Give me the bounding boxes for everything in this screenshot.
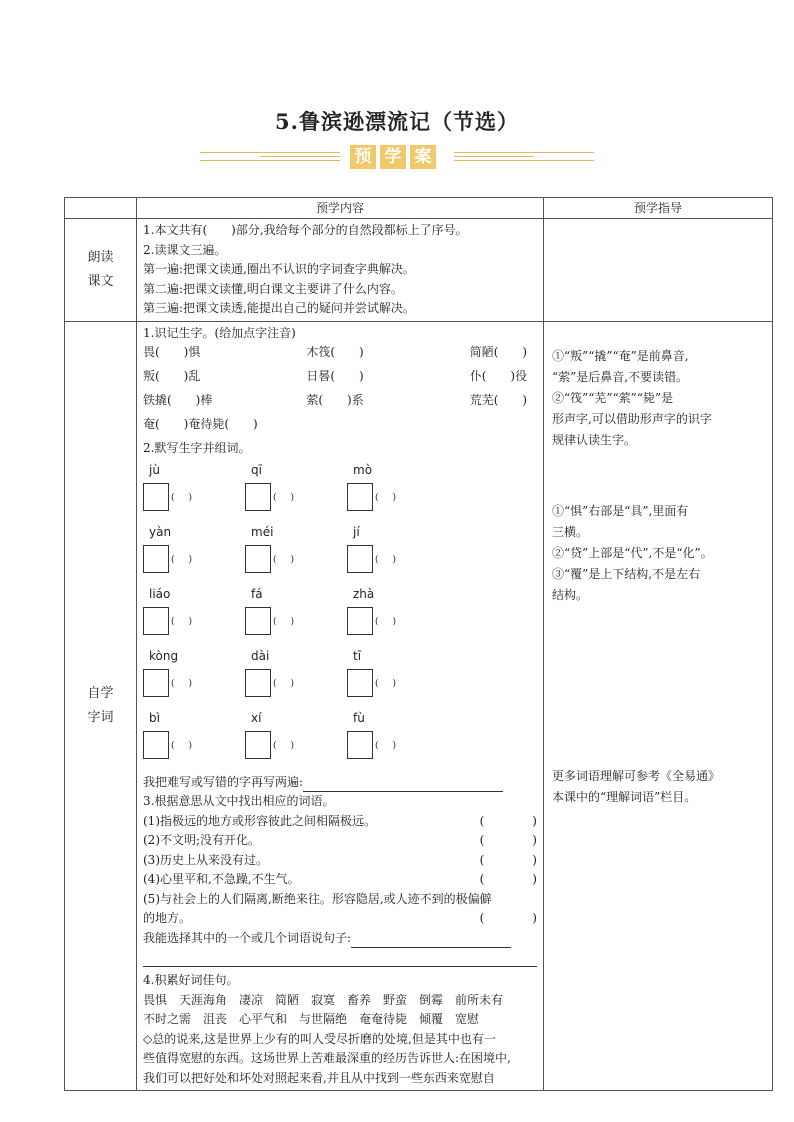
pinyin-cell xyxy=(245,709,347,771)
rewrite-line[interactable] xyxy=(303,777,503,792)
pinyin-label: bì xyxy=(149,710,160,725)
word-paren[interactable]: () xyxy=(171,616,207,627)
word-paren[interactable]: () xyxy=(375,554,411,565)
reading-line: 1.本文共有( )部分,我给每个部分的自然段都标上了序号。 xyxy=(143,223,468,237)
pinyin-label: qī xyxy=(251,462,262,477)
reading-line: 第一遍:把课文读通,圈出不认识的字词查字典解决。 xyxy=(143,262,415,276)
q3-sentence-label: 我能选择其中的一个或几个词语说句子: xyxy=(143,930,352,945)
q1-item: 木筏( ) xyxy=(306,345,364,359)
char-writing-box[interactable] xyxy=(347,731,373,759)
pinyin-cell xyxy=(245,461,347,523)
word-paren[interactable]: () xyxy=(273,740,309,751)
pinyin-cell xyxy=(347,461,449,523)
pinyin-label: kòng xyxy=(149,648,179,663)
word-paren[interactable]: () xyxy=(171,554,207,565)
pinyin-cell xyxy=(245,585,347,647)
q1-item: 铁撬( )棒 xyxy=(143,393,213,407)
page-title: 5.鲁滨逊漂流记（节选） xyxy=(275,109,519,134)
word-paren[interactable]: () xyxy=(375,616,411,627)
reading-line: 第二遍:把课文读懂,明白课文主要讲了什么内容。 xyxy=(143,281,403,296)
word-paren[interactable]: () xyxy=(375,492,411,503)
pinyin-label: jù xyxy=(149,462,160,477)
pinyin-cell xyxy=(347,709,449,771)
q1-title: 1.识记生字。(给加点字注音) xyxy=(143,325,296,340)
guide-vocabulary: 更多词语理解可参考《全易通》 本课中的“理解词语”栏目。 xyxy=(552,768,721,804)
word-paren[interactable]: () xyxy=(375,678,411,689)
reading-line: 第三遍:把课文读透,能提出自己的疑问并尝试解决。 xyxy=(143,301,415,315)
guide-writing: ①“惧”右部是“具”,里面有 三横。 ②“贷”上部是“代”,不是“化”。 ③“覆”是上下结构,不是左右 结构。 xyxy=(552,503,713,602)
section-reading xyxy=(65,219,773,322)
table-header xyxy=(65,198,773,219)
char-writing-box[interactable] xyxy=(347,669,373,697)
q3-answer[interactable]: ( ) xyxy=(479,813,537,828)
q2-title: 2.默写生字并组词。 xyxy=(143,441,251,455)
char-writing-box[interactable] xyxy=(347,545,373,573)
pinyin-cell xyxy=(143,709,245,771)
char-writing-box[interactable] xyxy=(347,607,373,635)
section-vocab xyxy=(65,321,773,1091)
word-paren[interactable]: () xyxy=(375,740,411,751)
char-writing-box[interactable] xyxy=(143,731,169,759)
section-label-reading: 朗读 课文 xyxy=(65,219,137,322)
banner-char: 学 xyxy=(380,145,406,169)
header-content: 预学内容 xyxy=(137,198,544,219)
pinyin-cell xyxy=(347,523,449,585)
q3-answer[interactable]: ( ) xyxy=(479,911,537,925)
q1-item: 奄( )奄待毙( ) xyxy=(143,417,258,431)
char-writing-box[interactable] xyxy=(347,483,373,511)
pinyin-cell xyxy=(245,523,347,585)
word-paren[interactable]: () xyxy=(273,616,309,627)
header-guide: 预学指导 xyxy=(544,198,773,219)
char-writing-box[interactable] xyxy=(245,731,271,759)
sentence-line[interactable] xyxy=(351,933,511,948)
char-writing-box[interactable] xyxy=(245,607,271,635)
q4-words: 畏惧 天涯海角 凄凉 简陋 寂寞 畜养 野蛮 倒霉 前所未有 xyxy=(143,992,504,1007)
q2-rewrite-label: 我把难写或写错的字再写两遍: xyxy=(143,774,304,789)
q3-item: (2)不文明;没有开化。 xyxy=(143,833,261,847)
pinyin-cell xyxy=(143,585,245,647)
pinyin-label: tī xyxy=(353,648,362,663)
char-writing-box[interactable] xyxy=(143,607,169,635)
word-paren[interactable]: () xyxy=(273,554,309,565)
q1-item: 萦( )系 xyxy=(306,393,364,407)
pinyin-cell xyxy=(245,647,347,709)
word-paren[interactable]: () xyxy=(273,678,309,689)
char-writing-box[interactable] xyxy=(245,669,271,697)
q1-item: 仆( )役 xyxy=(469,369,528,383)
pinyin-label: méi xyxy=(251,524,274,539)
q3-answer[interactable]: ( ) xyxy=(479,833,537,847)
q4-words: 不时之需 沮丧 心平气和 与世隔绝 奄奄待毙 倾覆 宽慰 xyxy=(143,1012,480,1026)
char-writing-box[interactable] xyxy=(143,483,169,511)
pinyin-label: fá xyxy=(251,586,263,601)
q3-title: 3.根据意思从文中找出相应的词语。 xyxy=(143,794,335,808)
reading-line: 2.读课文三遍。 xyxy=(143,242,227,257)
section-label-vocab: 自学 字词 xyxy=(65,321,137,1091)
pinyin-label: yàn xyxy=(149,524,172,539)
pinyin-cell xyxy=(347,647,449,709)
banner xyxy=(200,145,594,171)
q1-item: 简陋( ) xyxy=(469,345,528,359)
pinyin-label: fù xyxy=(353,710,365,725)
q4-line: 些值得宽慰的东西。这场世界上苦难最深重的经历告诉世人:在困境中, xyxy=(143,1051,511,1065)
char-writing-box[interactable] xyxy=(143,669,169,697)
banner-char: 案 xyxy=(410,145,436,169)
q4-line: 我们可以把好处和坏处对照起来看,并且从中找到一些东西来宽慰自 xyxy=(143,1070,495,1085)
q3-answer[interactable]: ( ) xyxy=(479,872,537,886)
q1-item: 畏( )惧 xyxy=(143,345,201,359)
q3-item: (3)历史上从来没有过。 xyxy=(143,852,268,867)
prestudy-table xyxy=(64,197,773,1091)
guide-pronunciation: ①“叛”“撬”“奄”是前鼻音, “萦”是后鼻音,不要读错。 ②“筏”“芜”“萦”“毙”是 形声字,可以借助形声字的识字 规律认读生字。 xyxy=(552,348,712,447)
pinyin-cell xyxy=(143,523,245,585)
char-writing-box[interactable] xyxy=(245,483,271,511)
pinyin-label: mò xyxy=(353,462,373,477)
q3-item: (5)与社会上的人们隔离,断绝来往。形容隐居,或人迹不到的极偏僻 xyxy=(143,891,492,906)
char-writing-box[interactable] xyxy=(143,545,169,573)
word-paren[interactable]: () xyxy=(171,492,207,503)
q3-item: (1)指极远的地方或形容彼此之间相隔极远。 xyxy=(143,813,376,828)
word-paren[interactable]: () xyxy=(273,492,309,503)
pinyin-cell xyxy=(347,585,449,647)
pinyin-label: liáo xyxy=(149,586,171,601)
q1-item: 荒芜( ) xyxy=(469,393,528,407)
banner-char: 预 xyxy=(350,145,376,169)
char-writing-box[interactable] xyxy=(245,545,271,573)
pinyin-grid xyxy=(143,461,543,771)
q3-item: (4)心里平和,不急躁,不生气。 xyxy=(143,872,300,886)
q1-item: 叛( )乱 xyxy=(143,369,201,383)
pinyin-cell xyxy=(143,461,245,523)
q4-line: ◇总的说来,这是世界上少有的叫人受尽折磨的处境,但是其中也有一 xyxy=(143,1031,496,1046)
pinyin-label: xí xyxy=(251,710,262,725)
pinyin-cell xyxy=(143,647,245,709)
word-paren[interactable]: () xyxy=(171,678,207,689)
pinyin-label: jí xyxy=(353,524,360,539)
q3-answer[interactable]: ( ) xyxy=(479,852,537,867)
pinyin-label: dài xyxy=(251,648,270,663)
pinyin-label: zhà xyxy=(353,586,375,601)
word-paren[interactable]: () xyxy=(171,740,207,751)
q3-item: 的地方。 xyxy=(143,911,192,925)
sentence-line-2[interactable] xyxy=(143,948,537,967)
q4-title: 4.积累好词佳句。 xyxy=(143,973,239,987)
q1-item: 日晷( ) xyxy=(306,369,364,383)
